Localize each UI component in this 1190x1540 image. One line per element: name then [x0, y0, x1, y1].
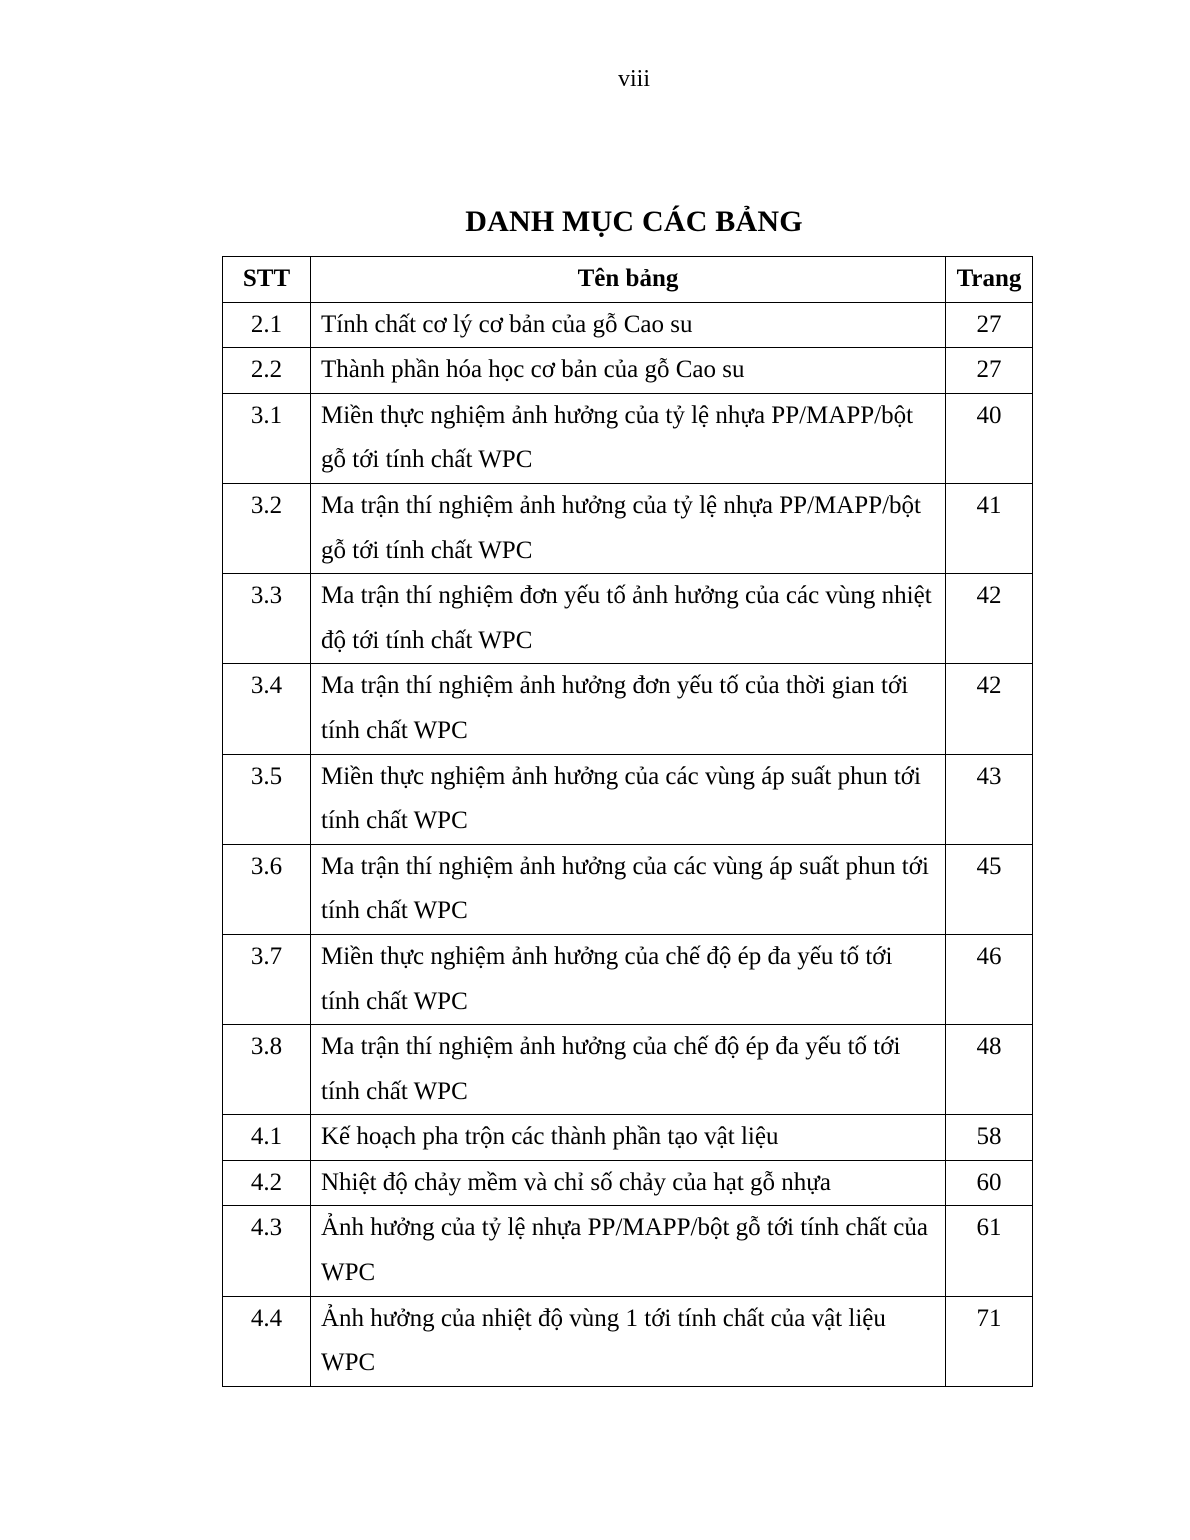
- header-table-name: Tên bảng: [311, 257, 946, 303]
- table-row: [223, 754, 1033, 844]
- table-row: [223, 302, 1033, 348]
- row-page: 27: [946, 302, 1033, 348]
- header-page: Trang: [946, 257, 1033, 303]
- row-page: 43: [946, 754, 1033, 844]
- row-table-name: Ma trận thí nghiệm ảnh hưởng đơn yếu tố của thời gian tới tính chất WPC: [311, 664, 946, 754]
- table-row: [223, 844, 1033, 934]
- row-table-name: Ma trận thí nghiệm ảnh hưởng của chế độ ép đa yếu tố tới tính chất WPC: [311, 1025, 946, 1115]
- row-table-name: Ma trận thí nghiệm ảnh hưởng của các vùng áp suất phun tới tính chất WPC: [311, 844, 946, 934]
- table-row: [223, 664, 1033, 754]
- row-page: 27: [946, 348, 1033, 394]
- row-table-name: Ảnh hưởng của tỷ lệ nhựa PP/MAPP/bột gỗ tới tính chất của WPC: [311, 1206, 946, 1296]
- row-page: 48: [946, 1025, 1033, 1115]
- row-page: 40: [946, 393, 1033, 483]
- row-stt: 4.3: [223, 1206, 311, 1296]
- row-table-name: Ảnh hưởng của nhiệt độ vùng 1 tới tính chất của vật liệu WPC: [311, 1296, 946, 1386]
- row-page: 61: [946, 1206, 1033, 1296]
- row-page: 41: [946, 483, 1033, 573]
- row-stt: 2.2: [223, 348, 311, 394]
- table-row: [223, 348, 1033, 394]
- table-row: [223, 1115, 1033, 1161]
- row-table-name: Miền thực nghiệm ảnh hưởng của các vùng áp suất phun tới tính chất WPC: [311, 754, 946, 844]
- row-table-name: Miền thực nghiệm ảnh hưởng của tỷ lệ nhựa PP/MAPP/bột gỗ tới tính chất WPC: [311, 393, 946, 483]
- row-page: 60: [946, 1160, 1033, 1206]
- row-table-name: Kế hoạch pha trộn các thành phần tạo vật liệu: [311, 1115, 946, 1161]
- page-title: DANH MỤC CÁC BẢNG: [465, 205, 803, 238]
- row-stt: 3.4: [223, 664, 311, 754]
- row-stt: 3.3: [223, 574, 311, 664]
- row-page: 45: [946, 844, 1033, 934]
- row-table-name: Miền thực nghiệm ảnh hưởng của chế độ ép đa yếu tố tới tính chất WPC: [311, 934, 946, 1024]
- row-stt: 3.8: [223, 1025, 311, 1115]
- row-stt: 3.6: [223, 844, 311, 934]
- row-stt: 3.2: [223, 483, 311, 573]
- row-stt: 3.5: [223, 754, 311, 844]
- row-stt: 4.2: [223, 1160, 311, 1206]
- table-header-row: [223, 257, 1033, 303]
- table-row: [223, 1160, 1033, 1206]
- table-row: [223, 934, 1033, 1024]
- page-number: viii: [617, 66, 650, 92]
- row-table-name: Nhiệt độ chảy mềm và chỉ số chảy của hạt gỗ nhựa: [311, 1160, 946, 1206]
- row-stt: 3.1: [223, 393, 311, 483]
- row-page: 46: [946, 934, 1033, 1024]
- row-table-name: Thành phần hóa học cơ bản của gỗ Cao su: [311, 348, 946, 394]
- row-stt: 4.4: [223, 1296, 311, 1386]
- table-row: [223, 574, 1033, 664]
- header-stt: STT: [223, 257, 311, 303]
- row-table-name: Ma trận thí nghiệm ảnh hưởng của tỷ lệ nhựa PP/MAPP/bột gỗ tới tính chất WPC: [311, 483, 946, 573]
- row-stt: 2.1: [223, 302, 311, 348]
- row-table-name: Tính chất cơ lý cơ bản của gỗ Cao su: [311, 302, 946, 348]
- row-table-name: Ma trận thí nghiệm đơn yếu tố ảnh hưởng của các vùng nhiệt độ tới tính chất WPC: [311, 574, 946, 664]
- row-page: 42: [946, 574, 1033, 664]
- row-page: 58: [946, 1115, 1033, 1161]
- table-row: [223, 1296, 1033, 1386]
- row-stt: 4.1: [223, 1115, 311, 1161]
- table-row: [223, 1206, 1033, 1296]
- table-row: [223, 1025, 1033, 1115]
- row-page: 42: [946, 664, 1033, 754]
- row-stt: 3.7: [223, 934, 311, 1024]
- table-row: [223, 483, 1033, 573]
- row-page: 71: [946, 1296, 1033, 1386]
- table-row: [223, 393, 1033, 483]
- table-list: [222, 256, 1033, 1387]
